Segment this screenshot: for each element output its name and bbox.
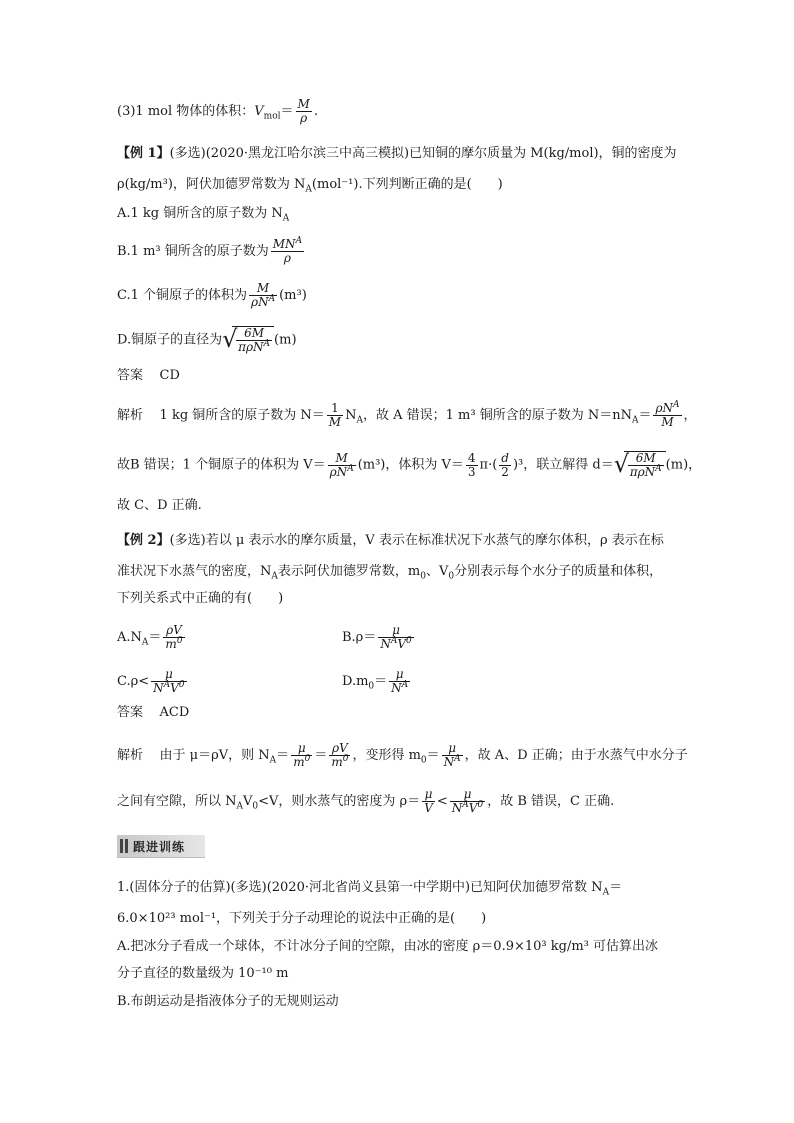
fraction: $\frac{MN^A}{\rho}$ bbox=[272, 236, 303, 265]
example-2-option-b: B.ρ＝ $\frac{\mu}{N^AV^0}$ bbox=[342, 623, 412, 651]
example-2-stem-line-2: 准状况下水蒸气的密度，$N_A$表示阿伏加德罗常数，$m_0$、$V_0$分别表示每个水分子的质量和体积， bbox=[117, 564, 663, 582]
question-1-option-b: B.布朗运动是指液体分子的无规则运动 bbox=[117, 994, 339, 1009]
example-2-option-a: $A.N_A=$ $\frac{\rho V}{m^0}$ bbox=[117, 623, 183, 651]
fraction: $\frac{M}{\rho}$ bbox=[297, 97, 310, 125]
example-1-option-c: C.1 个铜原子的体积为 $\frac{M}{\rho N^A}$ (m³) bbox=[117, 281, 307, 309]
example-1-option-a: A.1 kg 铜所含的原子数为 $N_A$ bbox=[117, 206, 290, 224]
section-marker-icon bbox=[120, 839, 123, 853]
question-1-line-1: 1.(固体分子的估算)(多选)(2020·河北省尚义县第一中学期中)已知阿伏加德罗常数 $N_A=$ bbox=[117, 880, 623, 898]
example-2-stem-line-1: 【例 2】(多选)若以 μ 表示水的摩尔质量，V 表示在标准状况下水蒸气的摩尔体积，ρ 表示在标 bbox=[117, 533, 664, 548]
formula-line-molar-volume bbox=[117, 98, 318, 125]
section-title: 跟进训练 bbox=[133, 840, 186, 854]
example-2-answer: 答案 ACD bbox=[117, 705, 190, 720]
example-2-option-c: C.ρ< $\frac{\mu}{N^AV^0}$ bbox=[117, 667, 185, 695]
example-1-stem-line-1: 【例 1】(多选)(2020·黑龙江哈尔滨三中高三模拟)已知铜的摩尔质量为 M(kg/mol)，铜的密度为 bbox=[117, 146, 677, 161]
question-1-line-2: 6.0×10²³ mol⁻¹，下列关于分子动理论的说法中正确的是( ) bbox=[117, 911, 487, 926]
example-1-analysis-line-2: 故B 错误；1 个铜原子的体积为 V＝ $\frac{M}{\rho N^A}$ (m³)，体积为 V＝ $\frac{4}{3}$ π·( $\frac{d}{2}$ )³，联立解得 d＝ √ $\frac{6M}{\pi\rho N^A}$ (m)， bbox=[117, 450, 702, 479]
section-header-follow-up bbox=[117, 835, 205, 858]
sub: mol bbox=[263, 111, 281, 122]
example-tag: 【例 1】 bbox=[117, 146, 170, 161]
example-tag: 【例 2】 bbox=[117, 533, 170, 548]
example-2-stem-line-3: 下列关系式中正确的有( ) bbox=[117, 591, 284, 606]
example-1-analysis-line-1: 解析 1 kg 铜所含的原子数为 N＝ $\frac{1}{M}$ $N_A$，故 A 错误；1 m³ 铜所含的原子数为 $N=nN_A=$ $\frac{\rho N^A}{M}$ ， bbox=[117, 400, 697, 429]
example-1-stem-line-2: ρ(kg/m³)，阿伏加德罗常数为 $N_A(mol^{-1})$.下列判断正确的是( ) bbox=[117, 177, 503, 195]
text: ＝ bbox=[280, 104, 294, 119]
question-1-option-a-line-1: A.把冰分子看成一个球体，不计冰分子间的空隙，由冰的密度 ρ＝0.9×10³ kg/m³ 可估算出冰 bbox=[117, 939, 658, 954]
example-2-analysis-line-1: 解析 由于 μ＝ρV，则 $N_A=$ $\frac{\mu}{m^0}$ ＝ $\frac{\rho V}{m^0}$ ，变形得 $m_0=$ $\frac{\mu}{N^A}$ ，故 A、D 正确；由于水蒸气中水分子 bbox=[117, 741, 688, 769]
square-root: √ $\frac{6M}{\pi\rho N^A}$ bbox=[222, 326, 274, 354]
example-2-option-d: $D.m_0=$ $\frac{\mu}{N^A}$ bbox=[342, 667, 409, 695]
question-1-option-a-line-2: 分子直径的数量级为 10⁻¹⁰ m bbox=[117, 966, 289, 981]
fraction: $\frac{M}{\rho N^A}$ bbox=[251, 281, 276, 309]
example-1-answer: 答案 CD bbox=[117, 368, 180, 383]
example-1-analysis-line-3: 故 C、D 正确. bbox=[117, 498, 202, 513]
text: . bbox=[313, 104, 318, 119]
var: V bbox=[254, 104, 264, 119]
text: (3)1 mol 物体的体积： bbox=[117, 104, 255, 119]
example-2-analysis-line-2: 之间有空隙，所以 $N_AV_0<V$，则水蒸气的密度为 ρ＝ $\frac{\mu}{V}$ < $\frac{\mu}{N^AV^0}$ ，故 B 错误，C 正确. bbox=[117, 787, 615, 815]
section-marker-icon bbox=[125, 839, 128, 853]
example-1-option-b: B.1 m³ 铜所含的原子数为 $\frac{MN^A}{\rho}$ bbox=[117, 236, 303, 265]
example-1-option-d: D.铜原子的直径为 √ $\frac{6M}{\pi\rho N^A}$ (m) bbox=[117, 325, 297, 354]
